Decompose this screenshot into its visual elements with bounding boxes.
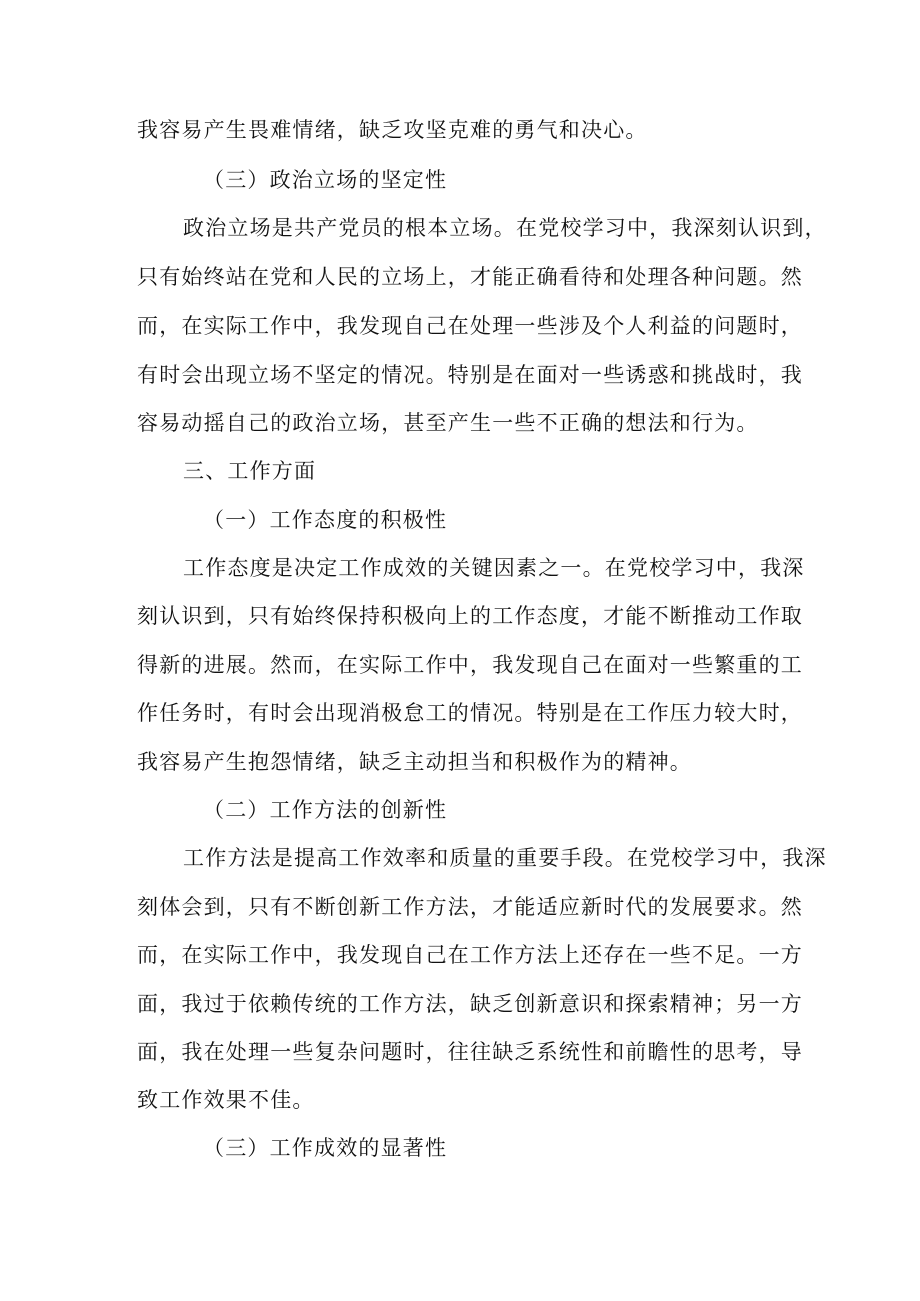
paragraph-line: 刻认识到，只有始终保持积极向上的工作态度，才能不断推动工作取: [137, 604, 803, 628]
paragraph-line: 工作方法是提高工作效率和质量的重要手段。在党校学习中，我深: [183, 846, 827, 870]
paragraph-line: 政治立场是共产党员的根本立场。在党校学习中，我深刻认识到，: [183, 216, 827, 240]
section-heading: （三）政治立场的坚定性: [203, 168, 448, 192]
paragraph-line: 只有始终站在党和人民的立场上，才能正确看待和处理各种问题。然: [137, 265, 803, 289]
paragraph-line: 而，在实际工作中，我发现自己在处理一些涉及个人利益的问题时，: [137, 314, 803, 338]
paragraph-line: 面，我过于依赖传统的工作方法，缺乏创新意识和探索精神；另一方: [137, 992, 803, 1016]
paragraph-line: 有时会出现立场不坚定的情况。特别是在面对一些诱惑和挑战时，我: [137, 363, 803, 387]
paragraph-line: 工作态度是决定工作成效的关键因素之一。在党校学习中，我深: [183, 556, 805, 580]
paragraph-line: 我容易产生畏难情绪，缺乏攻坚克难的勇气和决心。: [137, 118, 648, 142]
paragraph-line: 刻体会到，只有不断创新工作方法，才能适应新时代的发展要求。然: [137, 895, 803, 919]
section-heading: （三）工作成效的显著性: [203, 1136, 448, 1160]
section-heading: （二）工作方法的创新性: [203, 798, 448, 822]
paragraph-line: 容易动摇自己的政治立场，甚至产生一些不正确的想法和行为。: [137, 411, 759, 435]
section-heading: （一）工作态度的积极性: [203, 508, 448, 532]
paragraph-line: 作任务时，有时会出现消极怠工的情况。特别是在工作压力较大时，: [137, 701, 803, 725]
paragraph-line: 得新的进展。然而，在实际工作中，我发现自己在面对一些繁重的工: [137, 653, 803, 677]
paragraph-line: 面，我在处理一些复杂问题时，往往缺乏系统性和前瞻性的思考，导: [137, 1040, 803, 1064]
chapter-heading: 三、工作方面: [183, 459, 317, 483]
paragraph-line: 而，在实际工作中，我发现自己在工作方法上还存在一些不足。一方: [137, 943, 803, 967]
paragraph-line: 我容易产生抱怨情绪，缺乏主动担当和积极作为的精神。: [137, 750, 692, 774]
paragraph-line: 致工作效果不佳。: [137, 1088, 315, 1112]
